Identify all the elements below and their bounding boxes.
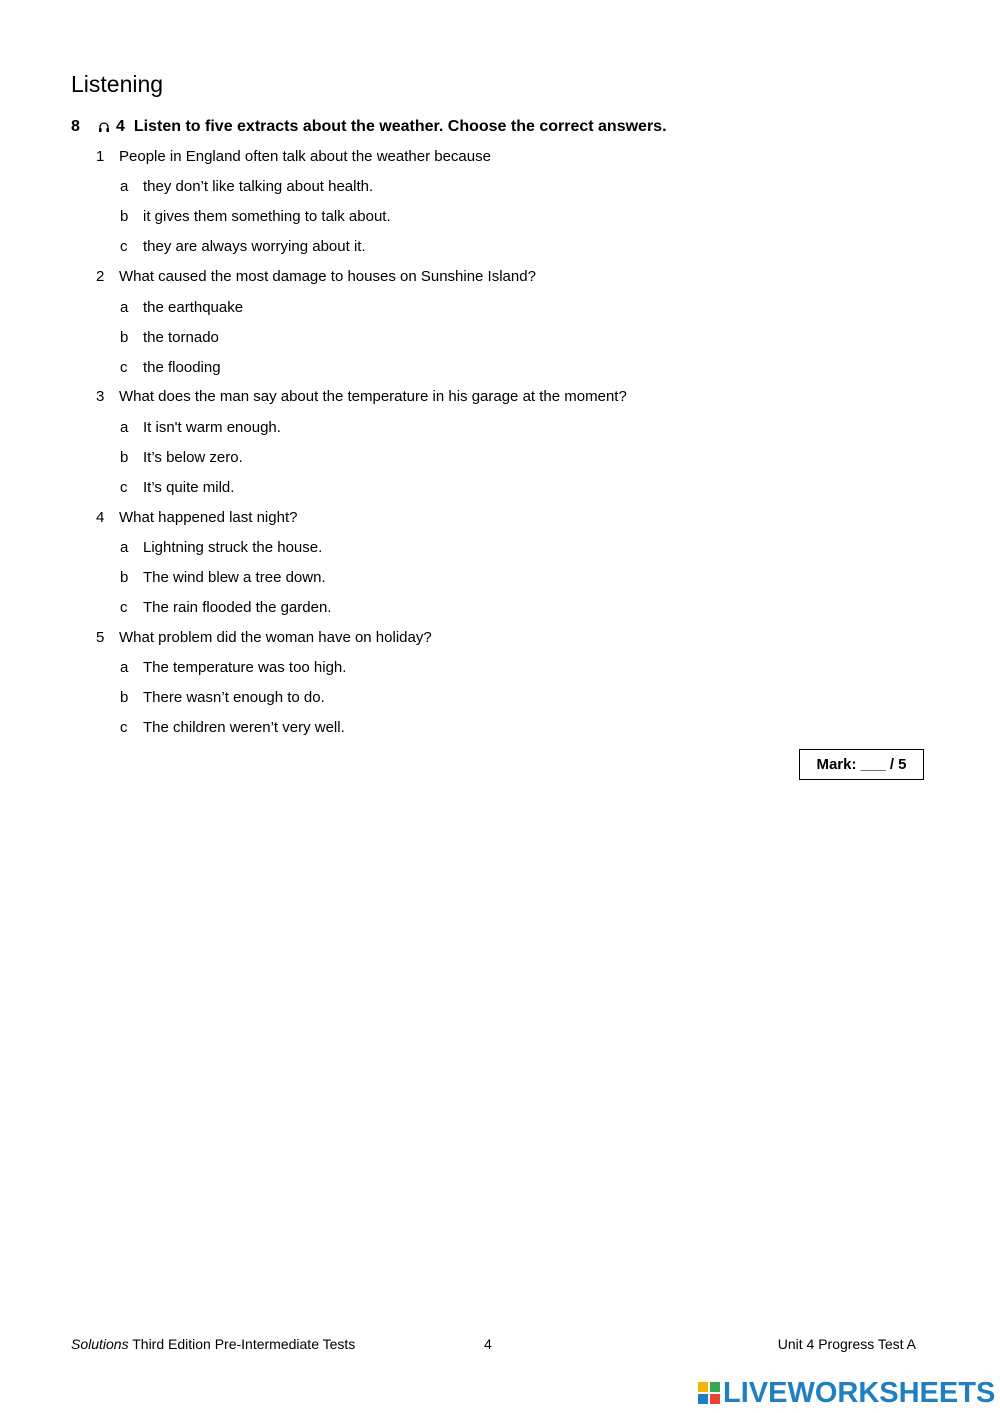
footer-book-title	[71, 1336, 355, 1352]
question-number: 1	[96, 148, 105, 165]
question-2	[96, 268, 536, 285]
brand-name: LIVEWORKSHEETS	[723, 1376, 996, 1409]
option-5c[interactable]	[120, 719, 345, 736]
option-3c[interactable]	[120, 479, 234, 496]
exercise-instruction	[71, 118, 667, 136]
option-text: The rain flooded the garden.	[143, 599, 332, 616]
option-1b[interactable]	[120, 208, 391, 225]
option-text: It’s quite mild.	[143, 479, 235, 496]
headphones-icon	[98, 121, 110, 133]
option-text: It isn't warm enough.	[143, 419, 281, 436]
instruction-text: Listen to five extracts about the weather. Choose the correct answers.	[133, 118, 667, 135]
option-5b[interactable]	[120, 689, 325, 706]
question-1	[96, 148, 491, 165]
question-number: 2	[96, 268, 105, 285]
question-text: What does the man say about the temperature in his garage at the moment?	[119, 388, 627, 405]
option-letter: a	[120, 299, 129, 316]
option-text: The temperature was too high.	[143, 659, 347, 676]
footer-test-name: Unit 4 Progress Test A	[777, 1336, 916, 1352]
option-text: they don’t like talking about health.	[143, 178, 374, 195]
option-letter: a	[120, 419, 129, 436]
footer-page-number: 4	[484, 1336, 492, 1352]
option-2c[interactable]	[120, 359, 221, 376]
option-4a[interactable]	[120, 539, 322, 556]
option-4b[interactable]	[120, 569, 326, 586]
option-letter: c	[120, 719, 128, 736]
question-3	[96, 388, 627, 405]
option-1c[interactable]	[120, 238, 366, 255]
option-text: the flooding	[143, 359, 221, 376]
question-text: People in England often talk about the weather because	[119, 148, 491, 165]
option-text: There wasn’t enough to do.	[143, 689, 325, 706]
option-letter: c	[120, 599, 128, 616]
option-letter: c	[120, 479, 128, 496]
option-letter: a	[120, 178, 129, 195]
option-3b[interactable]	[120, 449, 243, 466]
option-1a[interactable]	[120, 178, 373, 195]
book-title: Solutions	[71, 1336, 129, 1352]
option-text: the tornado	[143, 329, 219, 346]
option-text: it gives them something to talk about.	[143, 208, 391, 225]
option-letter: c	[120, 238, 128, 255]
track-number: 4	[116, 118, 125, 135]
option-5a[interactable]	[120, 659, 346, 676]
exercise-number: 8	[71, 118, 80, 135]
question-5	[96, 629, 432, 646]
mark-box: Mark: ___ / 5	[799, 749, 924, 780]
liveworksheets-brand[interactable]	[697, 1375, 995, 1411]
option-text: the earthquake	[143, 299, 244, 316]
option-letter: b	[120, 569, 129, 586]
option-text: they are always worrying about it.	[143, 238, 366, 255]
option-letter: a	[120, 659, 129, 676]
option-letter: b	[120, 208, 129, 225]
option-letter: b	[120, 329, 129, 346]
option-letter: c	[120, 359, 128, 376]
question-number: 3	[96, 388, 105, 405]
option-text: The children weren’t very well.	[143, 719, 345, 736]
book-subtitle: Third Edition Pre-Intermediate Tests	[132, 1336, 356, 1352]
question-text: What problem did the woman have on holiday?	[119, 629, 432, 646]
question-number: 5	[96, 629, 105, 646]
option-2b[interactable]	[120, 329, 219, 346]
option-2a[interactable]	[120, 299, 243, 316]
option-text: Lightning struck the house.	[143, 539, 323, 556]
option-text: The wind blew a tree down.	[143, 569, 326, 586]
section-title: Listening	[71, 71, 164, 97]
option-3a[interactable]	[120, 419, 281, 436]
question-4	[96, 509, 297, 526]
question-text: What caused the most damage to houses on Sunshine Island?	[119, 268, 536, 285]
question-number: 4	[96, 509, 105, 526]
option-letter: b	[120, 689, 129, 706]
option-letter: b	[120, 449, 129, 466]
option-text: It’s below zero.	[143, 449, 243, 466]
liveworksheets-logo-icon	[697, 1381, 721, 1405]
option-4c[interactable]	[120, 599, 331, 616]
question-text: What happened last night?	[119, 509, 298, 526]
option-letter: a	[120, 539, 129, 556]
